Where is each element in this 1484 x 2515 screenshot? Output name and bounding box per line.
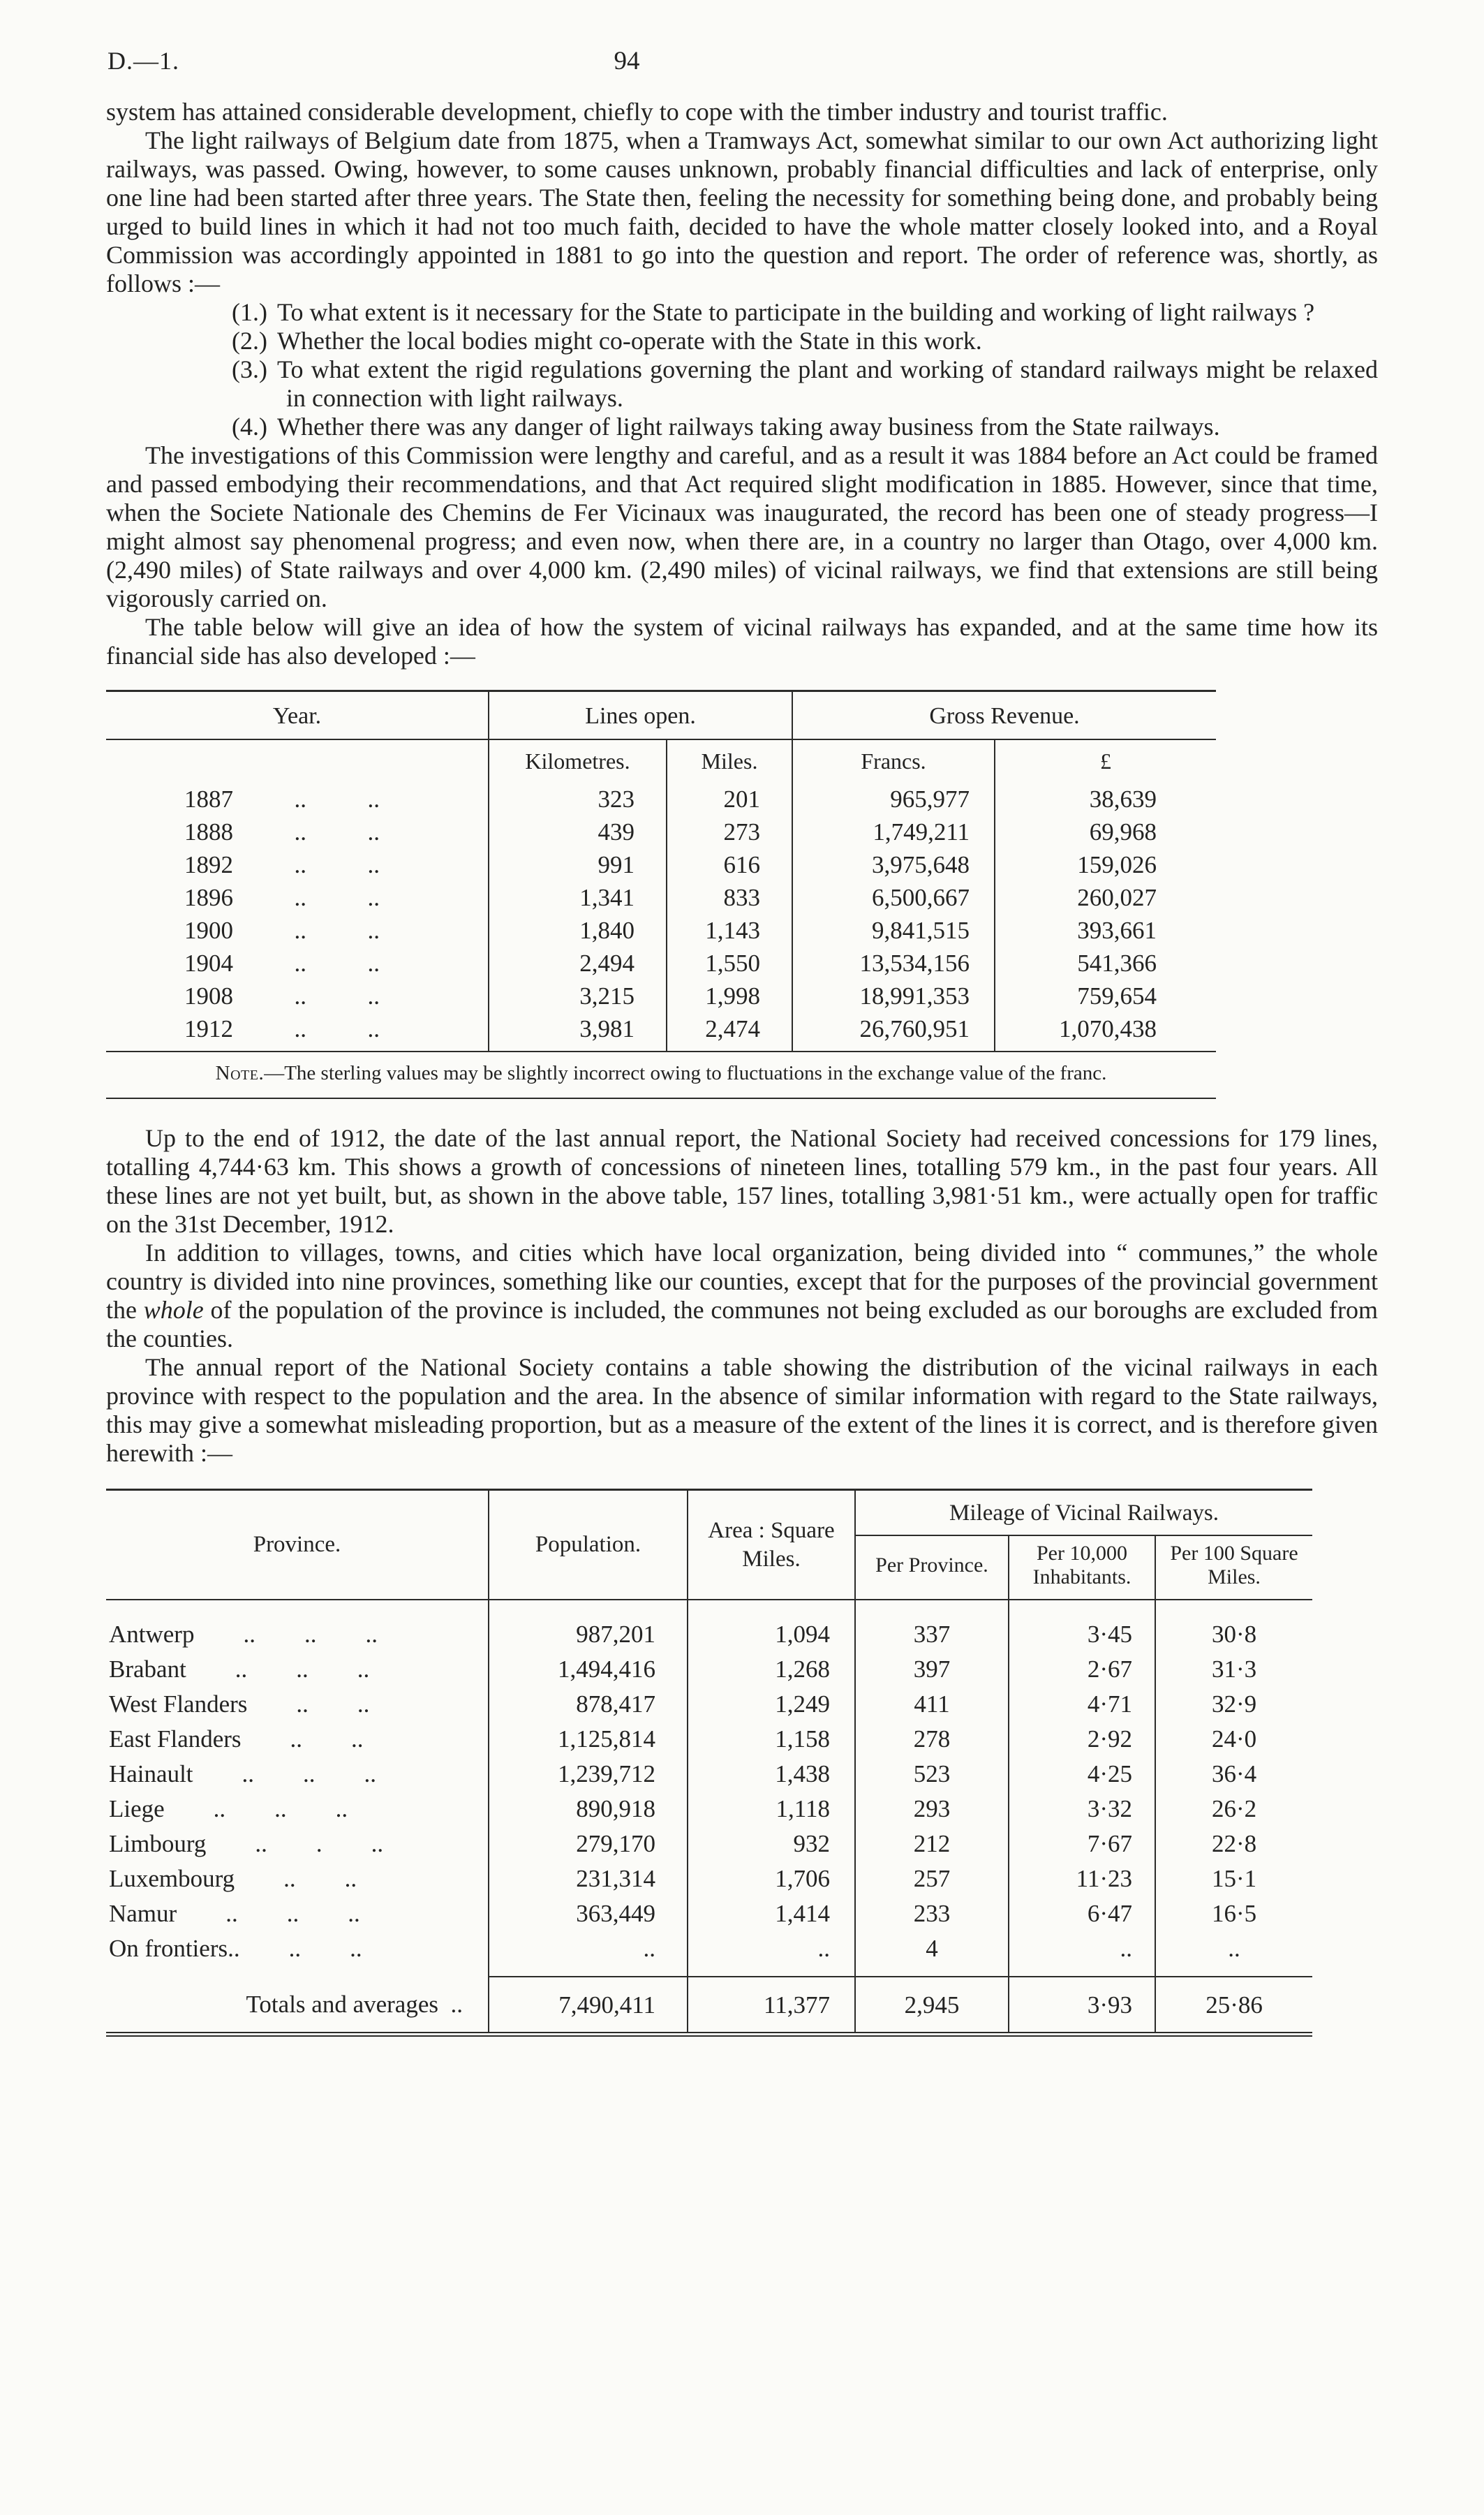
header-kilometres: Kilometres. — [489, 739, 667, 779]
cell-per-10000: .. — [1009, 1931, 1155, 1977]
cell-year: 1892 .. .. — [184, 851, 380, 878]
cell-km: 3,981 — [489, 1012, 667, 1052]
header-per-100: Per 100 Square Miles. — [1155, 1535, 1312, 1600]
cell-province: On frontiers.. .. .. — [109, 1935, 362, 1962]
note-label: Note. — [215, 1062, 265, 1084]
cell-population: 363,449 — [489, 1896, 688, 1931]
cell-per-10000: 4·71 — [1009, 1686, 1155, 1721]
table-header-row — [106, 1490, 1312, 1536]
table-row — [106, 1861, 1312, 1896]
cell-year: 1888 .. .. — [184, 818, 380, 846]
cell-year: 1908 .. .. — [184, 982, 380, 1010]
paragraph-commission: The investigations of this Commission were lengthy and careful, and as a result it was 1884 before an Act could be framed and passed embodying their recommendations, and that Act required slight modification in 1885. However, since that time, when the Societe Nationale des Chemins de Fer Vicinaux was inaugurated, the record has been one of steady progress—I might almost say phenomenal progress; and even now, when there are, in a country no larger than Otago, over 4,000 km. (2,490 miles) of State railways and over 4,000 km. (2,490 miles) of vicinal railways, we find that extensions are still being vigorously carried on. — [106, 441, 1378, 612]
doc-ref: D.—1. — [107, 47, 179, 75]
cell-area: 1,268 — [688, 1651, 855, 1686]
table-row — [106, 1686, 1312, 1721]
cell-per-100: 26·2 — [1155, 1791, 1312, 1826]
cell-area: 1,249 — [688, 1686, 855, 1721]
table-row — [106, 914, 1216, 947]
table-subheader-row — [106, 739, 1216, 779]
cell-km: 323 — [489, 779, 667, 816]
cell-km: 1,341 — [489, 881, 667, 914]
cell-per-100: .. — [1155, 1931, 1312, 1977]
table-row — [106, 816, 1216, 848]
cell-population: 1,239,712 — [489, 1756, 688, 1791]
paragraph-concessions: Up to the end of 1912, the date of the last annual report, the National Society had received concessions for 179 lines, totalling 4,744·63 km. This shows a growth of concessions of nineteen lines, totalling 579 km., in the past four years. All these lines are not yet built, but, as shown in the above table, 157 lines, totalling 3,981·51 km., were actually open for traffic on the 31st December, 1912. — [106, 1124, 1378, 1238]
item-text: To what extent is it necessary for the State to participate in the building and working of light railways ? — [276, 298, 1315, 326]
cell-km: 2,494 — [489, 947, 667, 980]
cell-area: 1,094 — [688, 1600, 855, 1651]
cell-per-100: 24·0 — [1155, 1721, 1312, 1756]
cell-km: 991 — [489, 848, 667, 881]
table-row — [106, 1651, 1312, 1686]
cell-per-10000: 3·32 — [1009, 1791, 1155, 1826]
table-row — [106, 1791, 1312, 1826]
header-miles: Miles. — [667, 739, 792, 779]
cell-per-province: 2,945 — [855, 1977, 1009, 2035]
cell-province: East Flanders .. .. — [109, 1725, 364, 1753]
cell-per-province: 397 — [855, 1651, 1009, 1686]
header-empty — [106, 739, 489, 779]
cell-per-100: 25·86 — [1155, 1977, 1312, 2035]
cell-pounds: 1,070,438 — [995, 1012, 1216, 1052]
cell-year: 1904 .. .. — [184, 950, 380, 977]
cell-francs: 6,500,667 — [792, 881, 995, 914]
reference-item — [106, 298, 1378, 327]
item-text: Whether the local bodies might co-operate with the State in this work. — [276, 327, 982, 355]
table-row — [106, 980, 1216, 1012]
cell-province: Antwerp .. .. .. — [109, 1620, 378, 1648]
cell-km: 1,840 — [489, 914, 667, 947]
totals-row — [106, 1977, 1312, 2035]
cell-pounds: 69,968 — [995, 816, 1216, 848]
cell-miles: 616 — [667, 848, 792, 881]
item-number: (3.) — [232, 355, 267, 383]
table-row — [106, 1826, 1312, 1861]
table-row — [106, 947, 1216, 980]
cell-population: .. — [489, 1931, 688, 1977]
table-row — [106, 1756, 1312, 1791]
reference-item — [106, 327, 1378, 355]
cell-area: 11,377 — [688, 1977, 855, 2035]
cell-per-10000: 7·67 — [1009, 1826, 1155, 1861]
cell-population: 231,314 — [489, 1861, 688, 1896]
table-row — [106, 1600, 1312, 1651]
paragraph-annual-report: The annual report of the National Society contains a table showing the distribution of the vicinal railways in each province with respect to the population and the area. In the absence of similar information with regard to the State railways, this may give a somewhat misleading proportion, but as a measure of the extent of the lines it is correct, and is therefore given herewith :— — [106, 1353, 1378, 1467]
cell-miles: 273 — [667, 816, 792, 848]
cell-miles: 1,550 — [667, 947, 792, 980]
cell-miles: 201 — [667, 779, 792, 816]
paragraph-belgium-history: The light railways of Belgium date from 1875, when a Tramways Act, somewhat similar to our own Act authorizing light railways, was passed. Owing, however, to some causes unknown, probably financial difficulties and lack of enterprise, only one line had been started after three years. The State then, feeling the necessity for something being done, and probably being urged to build lines in which it had not too much faith, decided to have the whole matter closely looked into, and a Royal Commission was accordingly appointed in 1881 to go into the question and report. The order of reference was, shortly, as follows :— — [106, 126, 1378, 297]
reference-item — [106, 413, 1378, 441]
cell-per-province: 278 — [855, 1721, 1009, 1756]
cell-pounds: 38,639 — [995, 779, 1216, 816]
cell-province: Hainault .. .. .. — [109, 1760, 377, 1787]
cell-area: 1,158 — [688, 1721, 855, 1756]
header-gross-revenue: Gross Revenue. — [792, 691, 1216, 740]
cell-miles: 1,998 — [667, 980, 792, 1012]
table-note — [106, 1052, 1216, 1099]
cell-province: West Flanders .. .. — [109, 1690, 370, 1718]
cell-per-100: 15·1 — [1155, 1861, 1312, 1896]
cell-area: 1,118 — [688, 1791, 855, 1826]
cell-francs: 18,991,353 — [792, 980, 995, 1012]
cell-miles: 833 — [667, 881, 792, 914]
table-row — [106, 881, 1216, 914]
cell-per-10000: 4·25 — [1009, 1756, 1155, 1791]
item-text: To what extent the rigid regulations governing the plant and working of standard railways might be relaxed in connection with light railways. — [276, 355, 1378, 412]
cell-per-province: 411 — [855, 1686, 1009, 1721]
table-row — [106, 779, 1216, 816]
paragraph-communes-text: In addition to villages, towns, and cities which have local organization, being divided into “ communes,” the whole country is divided into nine provinces, something like our counties, except that for the purposes of the provincial government the — [106, 1239, 1378, 1324]
cell-year: 1912 .. .. — [184, 1015, 380, 1042]
cell-per-province: 337 — [855, 1600, 1009, 1651]
item-number: (1.) — [232, 298, 267, 326]
cell-population: 279,170 — [489, 1826, 688, 1861]
cell-miles: 1,143 — [667, 914, 792, 947]
item-number: (2.) — [232, 327, 267, 355]
cell-population: 878,417 — [489, 1686, 688, 1721]
header-francs: Francs. — [792, 739, 995, 779]
cell-totals-label: Totals and averages .. — [246, 1991, 463, 2018]
header-pounds: £ — [995, 739, 1216, 779]
cell-province: Luxembourg .. .. — [109, 1864, 357, 1892]
cell-francs: 9,841,515 — [792, 914, 995, 947]
paragraph-communes-italic: whole — [143, 1296, 204, 1324]
cell-per-province: 257 — [855, 1861, 1009, 1896]
reference-item — [106, 355, 1378, 413]
cell-province: Liege .. .. .. — [109, 1794, 348, 1822]
header-province: Province. — [106, 1490, 489, 1600]
body-text — [106, 98, 1378, 2037]
cell-francs: 965,977 — [792, 779, 995, 816]
cell-population: 1,125,814 — [489, 1721, 688, 1756]
header-per-10000: Per 10,000 Inhabitants. — [1009, 1535, 1155, 1600]
cell-per-10000: 2·92 — [1009, 1721, 1155, 1756]
header-year: Year. — [106, 691, 489, 740]
table-row — [106, 1896, 1312, 1931]
cell-population: 7,490,411 — [489, 1977, 688, 2035]
page-number: 94 — [614, 47, 640, 75]
cell-province: Brabant .. .. .. — [109, 1655, 370, 1683]
cell-per-100: 36·4 — [1155, 1756, 1312, 1791]
paragraph-table-intro: The table below will give an idea of how the system of vicinal railways has expanded, and at the same time how its financial side has also developed :— — [106, 613, 1378, 670]
cell-area: 1,414 — [688, 1896, 855, 1931]
cell-per-10000: 6·47 — [1009, 1896, 1155, 1931]
paragraph-communes — [106, 1239, 1378, 1353]
header-lines-open: Lines open. — [489, 691, 792, 740]
cell-area: 1,706 — [688, 1861, 855, 1896]
item-text: Whether there was any danger of light railways taking away business from the State railways. — [276, 413, 1220, 441]
item-number: (4.) — [232, 413, 267, 441]
cell-year: 1900 .. .. — [184, 917, 380, 944]
paragraph-communes-text: of the population of the province is included, the communes not being excluded as our boroughs are excluded from the counties. — [106, 1296, 1379, 1352]
cell-pounds: 393,661 — [995, 914, 1216, 947]
table-row — [106, 1012, 1216, 1052]
reference-list — [106, 298, 1378, 441]
cell-per-10000: 11·23 — [1009, 1861, 1155, 1896]
cell-year: 1896 .. .. — [184, 884, 380, 911]
cell-area: 1,438 — [688, 1756, 855, 1791]
header-area: Area : Square Miles. — [688, 1490, 855, 1600]
railway-growth-table — [106, 690, 1216, 1052]
cell-km: 439 — [489, 816, 667, 848]
cell-population: 1,494,416 — [489, 1651, 688, 1686]
cell-per-100: 16·5 — [1155, 1896, 1312, 1931]
cell-per-100: 32·9 — [1155, 1686, 1312, 1721]
cell-area: .. — [688, 1931, 855, 1977]
header-mileage: Mileage of Vicinal Railways. — [855, 1490, 1312, 1536]
cell-pounds: 159,026 — [995, 848, 1216, 881]
cell-per-province: 523 — [855, 1756, 1009, 1791]
cell-population: 987,201 — [489, 1600, 688, 1651]
cell-francs: 1,749,211 — [792, 816, 995, 848]
cell-francs: 26,760,951 — [792, 1012, 995, 1052]
paragraph-continuation: system has attained considerable development, chiefly to cope with the timber industry and tourist traffic. — [106, 98, 1168, 126]
table-row — [106, 848, 1216, 881]
cell-per-10000: 3·93 — [1009, 1977, 1155, 2035]
cell-area: 932 — [688, 1826, 855, 1861]
cell-province: Namur .. .. .. — [109, 1899, 360, 1927]
header-population: Population. — [489, 1490, 688, 1600]
cell-miles: 2,474 — [667, 1012, 792, 1052]
cell-per-province: 212 — [855, 1826, 1009, 1861]
table-header-row — [106, 691, 1216, 740]
table-row — [106, 1721, 1312, 1756]
railway-growth-table-block — [106, 690, 1378, 1099]
header-per-province: Per Province. — [855, 1535, 1009, 1600]
cell-population: 890,918 — [489, 1791, 688, 1826]
cell-per-10000: 2·67 — [1009, 1651, 1155, 1686]
province-distribution-table — [106, 1489, 1312, 2037]
cell-francs: 3,975,648 — [792, 848, 995, 881]
cell-province: Limbourg .. . .. — [109, 1829, 384, 1857]
note-text: —The sterling values may be slightly incorrect owing to fluctuations in the exchange value of the franc. — [264, 1062, 1107, 1084]
cell-per-10000: 3·45 — [1009, 1600, 1155, 1651]
cell-km: 3,215 — [489, 980, 667, 1012]
province-distribution-table-block — [106, 1489, 1378, 2037]
cell-per-100: 30·8 — [1155, 1600, 1312, 1651]
cell-per-100: 31·3 — [1155, 1651, 1312, 1686]
cell-francs: 13,534,156 — [792, 947, 995, 980]
running-head — [106, 46, 1378, 82]
cell-year: 1887 .. .. — [184, 786, 380, 813]
cell-per-100: 22·8 — [1155, 1826, 1312, 1861]
cell-pounds: 260,027 — [995, 881, 1216, 914]
cell-pounds: 541,366 — [995, 947, 1216, 980]
table-row — [106, 1931, 1312, 1977]
cell-per-province: 233 — [855, 1896, 1009, 1931]
cell-per-province: 4 — [855, 1931, 1009, 1977]
cell-pounds: 759,654 — [995, 980, 1216, 1012]
cell-per-province: 293 — [855, 1791, 1009, 1826]
